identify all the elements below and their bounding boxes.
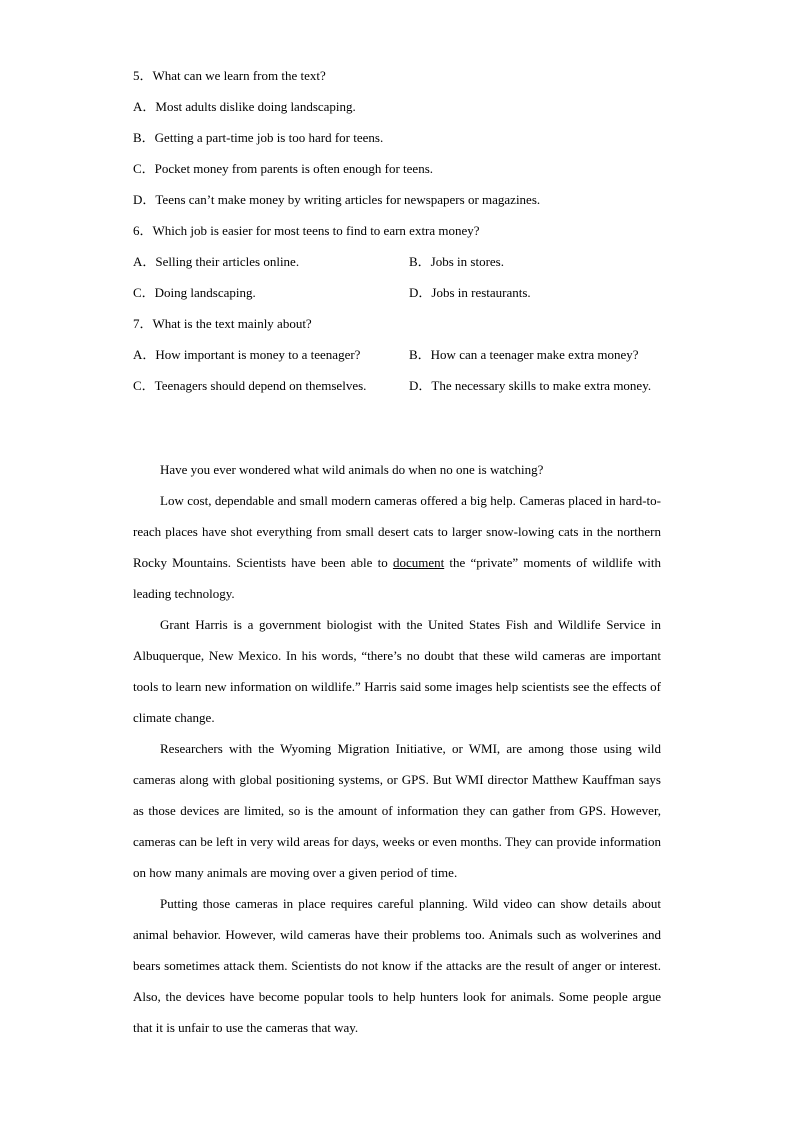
- question-stem: 7．What is the text mainly about?: [133, 316, 312, 331]
- option-c: C．Pocket money from parents is often enough for teens.: [133, 161, 434, 176]
- question-stem: 6．Which job is easier for most teens to find to earn extra money?: [133, 223, 480, 238]
- option-c: C．Doing landscaping.: [133, 285, 256, 300]
- passage-paragraph: Researchers with the Wyoming Migration Initiative, or WMI, are among those using wild cameras along with global positioning systems, or GPS. But WMI director Matthew Kauffman says as those devices are limited, so is the amount of information they can gather from GPS. However, cameras can be left in very wild areas for days, weeks or even months. They can provide information on how many animals are moving over a given period of time.: [133, 741, 661, 880]
- document-page: [133, 60, 661, 1043]
- passage-paragraph: Grant Harris is a government biologist with the United States Fish and Wildlife Service in Albuquerque, New Mexico. In his words, “there’s no doubt that these wild cameras are important tools to learn new information on wildlife.” Harris said some images help scientists see the effects of climate change.: [133, 617, 661, 725]
- option-a: A．How important is money to a teenager?: [133, 347, 361, 362]
- option-a: A．Most adults dislike doing landscaping.: [133, 99, 356, 114]
- passage-paragraph: Have you ever wondered what wild animals do when no one is watching?: [160, 462, 544, 477]
- option-d: D．Teens can’t make money by writing articles for newspapers or magazines.: [133, 192, 541, 207]
- question-6: [133, 215, 661, 308]
- question-5: [133, 60, 661, 215]
- option-b: B．How can a teenager make extra money?: [409, 347, 639, 362]
- option-b: B．Getting a part-time job is too hard for teens.: [133, 130, 384, 145]
- reading-passage: [133, 454, 661, 1043]
- question-7: [133, 308, 661, 432]
- question-stem: 5．What can we learn from the text?: [133, 68, 326, 83]
- option-b: B．Jobs in stores.: [409, 254, 504, 269]
- underlined-word: document: [392, 555, 445, 570]
- option-c: C．Teenagers should depend on themselves.: [133, 378, 367, 393]
- option-d: D．The necessary skills to make extra money.: [409, 378, 652, 393]
- passage-paragraph: Low cost, dependable and small modern cameras offered a big help. Cameras placed in hard-to-reach places have shot everything from small desert cats to larger snow-lowing cats in the northern Rocky Mountains. Scientists have been able to document the “private” moments of wildlife with leading technology.: [133, 493, 661, 601]
- option-a: A．Selling their articles online.: [133, 254, 300, 269]
- passage-paragraph: Putting those cameras in place requires careful planning. Wild video can show details about animal behavior. However, wild cameras have their problems too. Animals such as wolverines and bears sometimes attack them. Scientists do not know if the attacks are the result of anger or interest. Also, the devices have become popular tools to help hunters look for animals. Some people argue that it is unfair to use the cameras that way.: [133, 896, 661, 1035]
- option-d: D．Jobs in restaurants.: [409, 285, 531, 300]
